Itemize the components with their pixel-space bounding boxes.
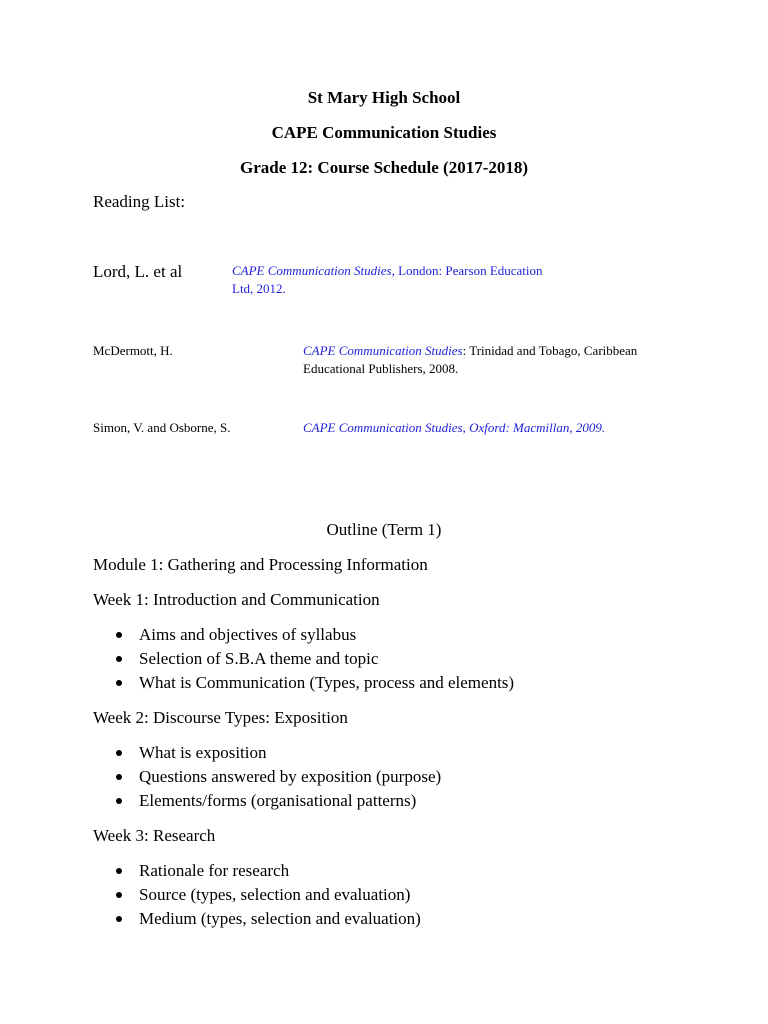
topic-text: What is exposition: [139, 743, 267, 762]
reference-publisher-1a: London: Pearson Education: [394, 263, 543, 278]
bullet-icon: [116, 916, 122, 922]
reading-list-label: Reading List:: [93, 192, 186, 211]
list-item: [116, 765, 441, 789]
reference-author-1: Lord, L. et al: [93, 262, 183, 281]
bullet-icon: [116, 868, 122, 874]
reference-citation-3: [303, 419, 723, 437]
reference-author-3: Simon, V. and Osborne, S.: [93, 420, 231, 435]
list-item: [116, 859, 421, 883]
week-2-topics: [116, 741, 441, 813]
topic-text: Elements/forms (organisational patterns): [139, 791, 417, 810]
bullet-icon: [116, 680, 122, 686]
schedule-title: Grade 12: Course Schedule (2017-2018): [239, 158, 529, 177]
list-item: [116, 883, 421, 907]
topic-text: Rationale for research: [139, 861, 290, 880]
topic-text: Aims and objectives of syllabus: [139, 625, 357, 644]
topic-text: What is Communication (Types, process and elements): [139, 673, 515, 692]
bullet-icon: [116, 632, 122, 638]
reference-publisher-2a: : Trinidad and Tobago, Caribbean: [462, 343, 638, 358]
outline-heading: Outline (Term 1): [326, 520, 442, 539]
bullet-icon: [116, 750, 122, 756]
week-1-title: Week 1: Introduction and Communication: [93, 590, 380, 609]
week-3-topics: [116, 859, 421, 931]
list-item: [116, 789, 441, 813]
reference-author-2: McDermott, H.: [93, 343, 173, 358]
topic-text: Questions answered by exposition (purpose): [139, 767, 442, 786]
reference-publisher-1b: Ltd, 2012.: [232, 281, 286, 296]
list-item: [116, 647, 514, 671]
bullet-icon: [116, 798, 122, 804]
bullet-icon: [116, 774, 122, 780]
reference-title-1: CAPE Communication Studies,: [232, 263, 395, 278]
reference-publisher-2b: Educational Publishers, 2008.: [303, 361, 459, 376]
topic-text: Selection of S.B.A theme and topic: [139, 649, 379, 668]
course-title: CAPE Communication Studies: [271, 123, 497, 142]
reference-title-2: CAPE Communication Studies: [303, 343, 463, 358]
topic-text: Source (types, selection and evaluation): [139, 885, 411, 904]
bullet-icon: [116, 892, 122, 898]
school-name: St Mary High School: [307, 88, 461, 107]
reference-citation-2: [303, 342, 723, 378]
week-1-topics: [116, 623, 514, 695]
list-item: [116, 671, 514, 695]
reference-citation-1: [232, 262, 592, 298]
list-item: [116, 907, 421, 931]
week-3-title: Week 3: Research: [93, 826, 216, 845]
module-title: Module 1: Gathering and Processing Information: [93, 555, 428, 574]
reference-title-3: CAPE Communication Studies, Oxford: Macmillan, 2009.: [303, 420, 606, 435]
bullet-icon: [116, 656, 122, 662]
week-2-title: Week 2: Discourse Types: Exposition: [93, 708, 348, 727]
list-item: [116, 623, 514, 647]
list-item: [116, 741, 441, 765]
topic-text: Medium (types, selection and evaluation): [139, 909, 421, 928]
